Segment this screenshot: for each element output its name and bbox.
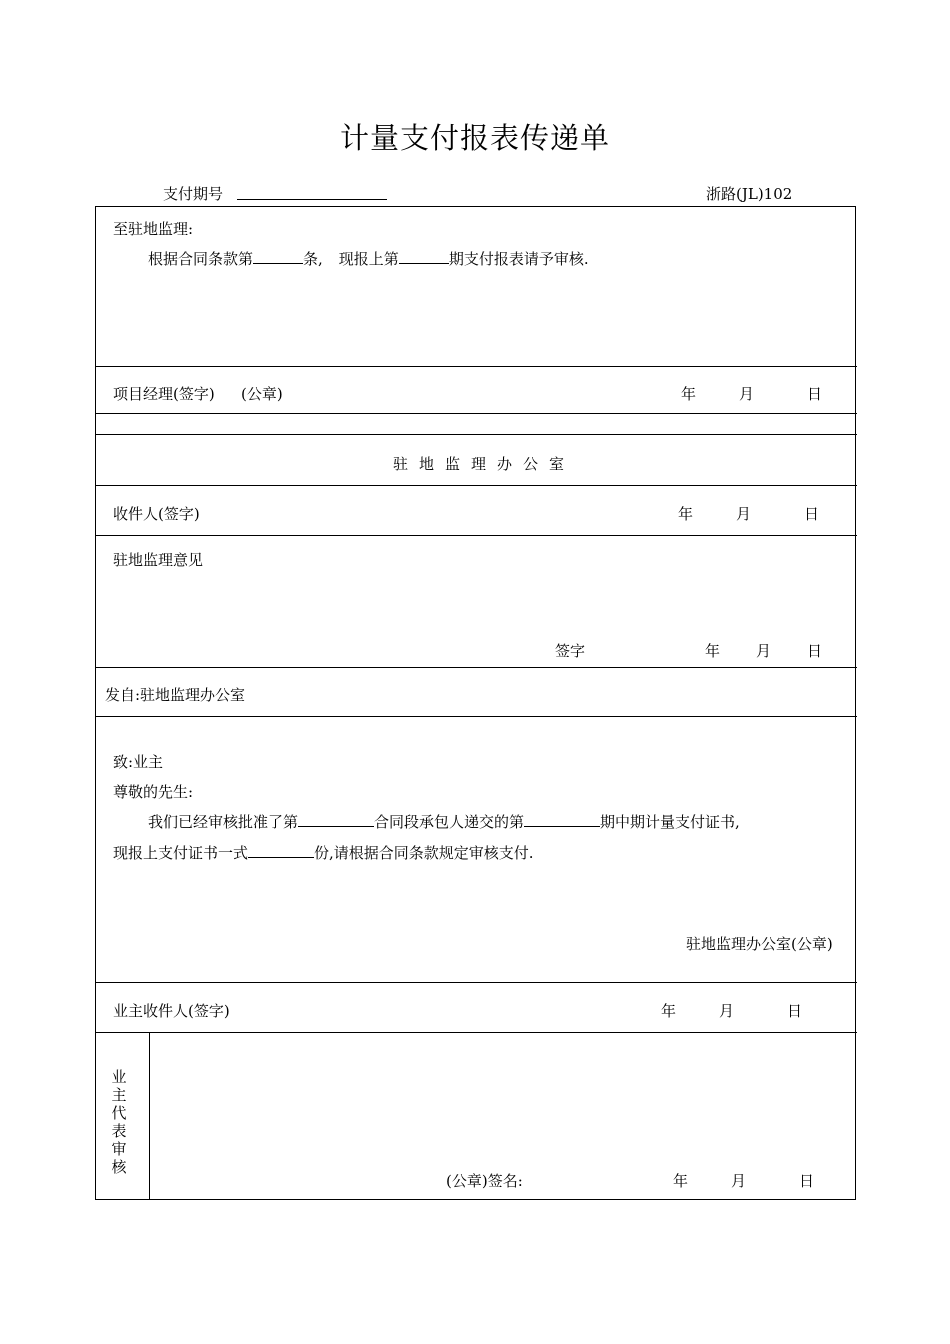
pm-month: 月 xyxy=(739,385,755,403)
payment-period-field[interactable] xyxy=(237,185,387,200)
divider xyxy=(95,982,857,983)
letter-line1-a: 我们已经审核批准了第 xyxy=(148,813,299,831)
owner-receiver-label: 业主收件人(签字) xyxy=(113,1002,230,1020)
section1-text-b: 条, xyxy=(303,250,323,268)
pm-signature-label: 项目经理(签字) xyxy=(113,385,215,403)
owner-review-side-label: 业主代表审核 xyxy=(111,1068,127,1176)
divider xyxy=(95,434,857,435)
from-label: 发自:驻地监理办公室 xyxy=(105,686,246,704)
pm-day: 日 xyxy=(807,385,823,403)
owner-review-month: 月 xyxy=(731,1172,747,1190)
office-stamp-label: 驻地监理办公室(公章) xyxy=(686,935,833,953)
section1-text-c: 现报上第 xyxy=(338,250,399,268)
opinion-sign-label: 签字 xyxy=(555,642,586,660)
owner-review-day: 日 xyxy=(799,1172,815,1190)
opinion-month: 月 xyxy=(756,642,772,660)
section1-text-d: 期支付报表请予审核. xyxy=(448,250,589,268)
letter-line1-c: 期中期计量支付证书, xyxy=(600,813,740,831)
divider xyxy=(95,366,857,367)
receiver-day: 日 xyxy=(804,505,820,523)
pm-year: 年 xyxy=(681,385,697,403)
receiver-year: 年 xyxy=(678,505,694,523)
form-title: 计量支付报表传递单 xyxy=(339,121,610,155)
payment-period-label: 支付期号 xyxy=(163,185,224,203)
letter-to: 致:业主 xyxy=(113,753,164,771)
owner-receiver-year: 年 xyxy=(661,1002,677,1020)
owner-review-sign-label: (公章)签名: xyxy=(446,1172,523,1190)
letter-line2-a: 现报上支付证书一式 xyxy=(113,844,249,862)
receiver-signature-label: 收件人(签字) xyxy=(113,505,200,523)
opinion-label: 驻地监理意见 xyxy=(113,551,204,569)
office-heading: 驻地监理办公室 xyxy=(393,455,576,473)
letter-greeting: 尊敬的先生: xyxy=(113,783,194,801)
opinion-year: 年 xyxy=(705,642,721,660)
form-code: 浙路(JL)102 xyxy=(706,185,793,203)
letter-line2-b: 份,请根据合同条款规定审核支付. xyxy=(314,844,534,862)
copies-field[interactable] xyxy=(248,843,314,858)
owner-review-year: 年 xyxy=(673,1172,689,1190)
divider xyxy=(95,1032,857,1033)
column-divider xyxy=(149,1032,150,1200)
period-number-field[interactable] xyxy=(399,249,449,264)
contract-section-field[interactable] xyxy=(298,812,374,827)
opinion-day: 日 xyxy=(807,642,823,660)
clause-number-field[interactable] xyxy=(253,249,303,264)
divider xyxy=(95,535,857,536)
section1-text-a: 根据合同条款第 xyxy=(148,250,254,268)
letter-line2 xyxy=(113,842,534,863)
divider xyxy=(95,716,857,717)
receiver-month: 月 xyxy=(736,505,752,523)
letter-line1 xyxy=(148,811,740,832)
divider xyxy=(95,485,857,486)
divider xyxy=(95,667,857,668)
certificate-period-field[interactable] xyxy=(524,812,600,827)
owner-receiver-month: 月 xyxy=(719,1002,735,1020)
divider xyxy=(95,413,857,414)
letter-line1-b: 合同段承包人递交的第 xyxy=(374,813,525,831)
owner-receiver-day: 日 xyxy=(787,1002,803,1020)
section1-body xyxy=(148,248,589,269)
pm-seal-label: (公章) xyxy=(241,385,283,403)
section1-to: 至驻地监理: xyxy=(113,220,194,238)
